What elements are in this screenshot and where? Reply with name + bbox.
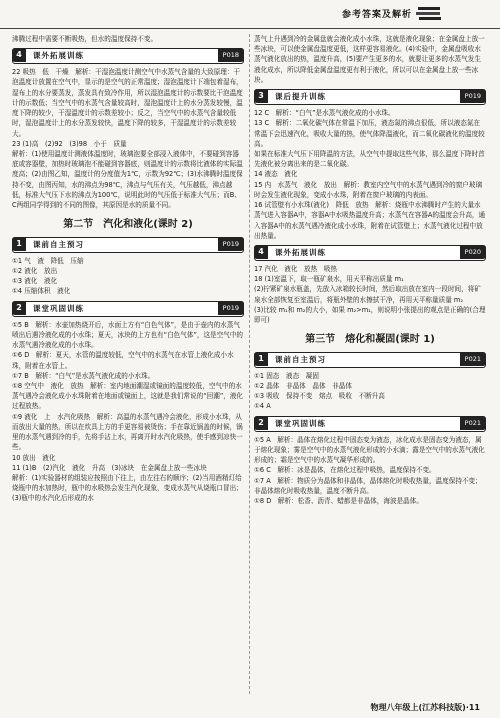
answer-paragraph: ①6 C 解析：冰是晶体，在熔化过程中吸热，温度保持不变。 bbox=[254, 466, 436, 475]
answer-paragraph: ①6 D 解析：夏天，水管的温度较低，空气中的水蒸气在水管上液化成小水珠，附着在水管上。 bbox=[12, 351, 234, 370]
section-number: 1 bbox=[12, 237, 26, 251]
section-bar bbox=[254, 416, 486, 432]
section-page: P019 bbox=[460, 89, 486, 103]
section-bar bbox=[12, 237, 244, 253]
answer-paragraph: ①3 液化 液化 bbox=[12, 277, 58, 286]
answer-paragraph: 17 汽化 液化 放热 吸热 bbox=[254, 264, 338, 273]
section-page: P020 bbox=[460, 245, 486, 259]
answer-paragraph: 18 (1)室温下，取一瓶矿泉水，用天平称出质量 m₁ bbox=[254, 275, 404, 284]
section-number: 2 bbox=[12, 301, 26, 315]
section-bar bbox=[254, 89, 486, 105]
column-divider bbox=[249, 34, 250, 694]
answer-paragraph: 22 吸热 低 干燥 解析：干湿泡温度计测空气中水蒸气含量的大致原理：干泡温度计放置在空气中，显示的是空气的正常温度；湿泡温度计下端包着湿布，湿布上的水分要蒸发，蒸发具有致冷作用，所以湿泡温度计的示数要比干泡温度计的示数低；当空气中的水蒸气含量较高时，湿泡温度计上的水分蒸发较慢，温度下降的较少，干湿温度计的示数差较小；反之，当空气中的水蒸气含量较低时，湿泡温度计上的水分蒸发较快，温度下降的较多，干湿温度计的示数差较大。 bbox=[12, 68, 243, 138]
answer-paragraph: ①3 吸收 保持不变 熔点 吸收 不断升高 bbox=[254, 392, 385, 401]
section-label: 课外拓展训练 bbox=[33, 51, 84, 61]
header-title: 参考答案及解析 bbox=[341, 10, 412, 20]
left-column bbox=[12, 34, 244, 504]
answer-paragraph: 10 放出 液化 bbox=[12, 453, 56, 462]
answer-paragraph: 14 液态 液化 bbox=[254, 170, 298, 179]
section-number: 4 bbox=[254, 245, 268, 259]
answer-paragraph: ①7 B 解析：“白气”是水蒸气液化成的小水珠。 bbox=[12, 371, 155, 380]
answer-paragraph: 15 内 水蒸气 液化 放出 解析：教室内空气中的水蒸气遇到冷的窗户玻璃时会发生液化现象，变成小水珠，附着在窗户玻璃的内表面。 bbox=[254, 180, 483, 199]
section-label: 课堂巩固训练 bbox=[33, 303, 84, 313]
answer-paragraph: ①5 A 解析：晶体在熔化过程中固态变为液态，冰化成水是固态变为液态，属于熔化现象；雾是空气中的水蒸气液化形成的小水滴；露是空气中的水蒸气液化形成的；霜是空气中的水蒸气凝华形成的。 bbox=[254, 435, 485, 465]
section-page: P021 bbox=[460, 416, 486, 430]
answer-paragraph: 蒸气上升遇到冷的金属盘就会液化成小水珠，这就是液化现象；在金属盘上放一些冰块，可以使金属盘温度更低，这样更容易液化。(4)实验中，金属盘吸收水蒸气液化放出的热，温度升高，(5)要产生更多的水，就要让更多的水蒸气发生液化成水，所以降低金属盘温度更有利于液化，所以可以在金属盘上放一些冰块。 bbox=[254, 35, 485, 84]
answer-paragraph: ①4 压缩体积 液化 bbox=[12, 287, 71, 296]
answer-paragraph: 解析：(1)使用温度计测液体温度时，玻璃泡要全部浸入液体中，不要碰到容器底或容器壁，加热时玻璃泡不能碰到容器底，则温度计的示数将比液体的实际温度高；(2)由图乙知，温度计的分度值为1℃，示数为92℃；(3)水沸腾时温度保持不变，由图丙知，水的沸点为98℃，沸点与气压有关，气压越低，沸点越低，标准大气压下水的沸点为100℃，说明此时的气压低于标准大气压；而B、C两组同学得到的不同的图像，其原因是水的质量不同。 bbox=[12, 149, 243, 210]
section-number: 3 bbox=[254, 89, 268, 103]
answer-paragraph: ①1 气 液 降低 压缩 bbox=[12, 256, 84, 265]
answer-paragraph: 沸腾过程中需要不断吸热，但水的温度保持不变。 bbox=[12, 35, 158, 43]
right-column bbox=[254, 34, 486, 506]
answer-paragraph: (2)拧紧矿泉水瓶盖，先放入冰箱较长时间，然后取出放在室内一段时间，将矿泉水全部恢复至室温后，将瓶外壁的水擦拭干净，再用天平称量质量 m₂ bbox=[254, 285, 481, 304]
answer-paragraph: 如果在标准大气压下用降温的方法，从空气中提取这些气体，那么温度下降时首先液化被分离出来的是二氧化碳。 bbox=[254, 149, 485, 169]
answer-paragraph: ①2 晶体 非晶体 晶体 非晶体 bbox=[254, 381, 352, 390]
section-bar bbox=[254, 245, 486, 261]
section-page: P019 bbox=[218, 237, 244, 251]
section-label: 课前自主预习 bbox=[33, 239, 84, 249]
answer-paragraph: 解析：(1)实验器材的组装应按照由下往上，由左往右的顺序；(2)当用酒精灯给烧瓶中的水加热时，瓶中的水吸热会发生汽化现象，变成水蒸气从烧瓶口冒出；(3)瓶中的水汽化后形成的水 bbox=[12, 473, 243, 503]
section-number: 4 bbox=[12, 48, 26, 62]
section-label: 课前自主预习 bbox=[275, 354, 326, 364]
answer-paragraph: ①5 B 解析：水壶加热烧开后，水面上方有“白色气体”，是由于壶内的水蒸气喷出后遇冷液化成的小水珠；夏天，冰块的上方也有“白色气体”，这是空气中的水蒸气遇冷液化成的小水珠。 bbox=[12, 320, 244, 350]
answer-paragraph: ①7 A 解析：物质分为晶体和非晶体，晶体熔化时吸收热量，温度保持不变；非晶体熔化时吸收热量，温度不断升高。 bbox=[254, 476, 482, 495]
answer-paragraph: ①8 D 解析：松香、沥青、蜡都是非晶体，海波是晶体。 bbox=[254, 496, 423, 505]
answer-paragraph: (3)比较 m₁和 m₂的大小，如果 m₂>m₁，则说明小张提出的观点是正确的(合理即可) bbox=[254, 305, 486, 325]
answer-paragraph: 13 C 解析：二氧化碳气体在常温下加压，液态氮的沸点很低，所以液态氮在常温下会迅速汽化，吸收大量的热，使气体降温液化，而二氧化碳液化的温度较高。 bbox=[254, 119, 485, 148]
answer-paragraph: 12 C 解析：“白气”是水蒸气液化成的小水珠。 bbox=[254, 109, 395, 118]
answer-paragraph: 23 (1)高 (2)92 (3)98 小于 质量 bbox=[12, 139, 127, 148]
answer-paragraph: ①8 空气中 液化 放热 解析：室内地面潮湿或镜面的温度较低，空气中的水蒸气遇冷会液化成小水珠附着在地面或镜面上，这就是我们常说的“回潮”，液化过程放热。 bbox=[12, 381, 244, 411]
section-number: 1 bbox=[254, 352, 268, 366]
section-label: 课后提升训练 bbox=[275, 92, 326, 102]
answer-paragraph: ①9 液化 上 水汽化吸热 解析：高温的水蒸气遇冷会液化，形成小水珠，从而放出大量的热，所以在炊具上方的手更容易被烫伤；手在靠近锅盖的时候，锅里的水蒸气遇到冷的手，先将手沾上水，再离开时水汽化吸热，使手感到凉快一些。 bbox=[12, 412, 243, 452]
section-label: 课堂巩固训练 bbox=[275, 418, 326, 428]
answer-paragraph: 16 试管壁有小水珠(液化) 降低 放热 解析：烧瓶中水沸腾时产生的大量水蒸气进入容器A中，容器A中水吸热温度升高；水蒸气在容器A的温度会升高，通入容器A中的水蒸气遇冷液化成小水珠，附着在试管壁上；水蒸气液化过程中放出热量。 bbox=[254, 201, 486, 240]
answer-paragraph: ①4 A bbox=[254, 402, 271, 411]
answer-paragraph: 11 (1)B (2)汽化 液化 升高 (3)冰块 在金属盘上放一些冰块 bbox=[12, 463, 207, 472]
answer-paragraph: ①1 固态 液态 凝固 bbox=[254, 371, 319, 380]
section-number: 2 bbox=[254, 416, 268, 430]
section-page: P019 bbox=[218, 301, 244, 315]
page-header bbox=[0, 0, 500, 29]
section-bar bbox=[12, 48, 244, 64]
section-page: P021 bbox=[460, 352, 486, 366]
section-page: P018 bbox=[218, 48, 244, 62]
lesson-title: 第二节 汽化和液化(课时 2) bbox=[63, 219, 193, 231]
section-bar bbox=[254, 352, 486, 368]
answer-paragraph: ①2 液化 放出 bbox=[12, 267, 58, 275]
section-bar bbox=[12, 301, 244, 317]
page-footer: 物理八年级上(江苏科技版)·11 bbox=[370, 702, 480, 712]
lesson-title: 第三节 熔化和凝固(课时 1) bbox=[305, 334, 435, 346]
book-stack-icon bbox=[416, 5, 442, 23]
section-label: 课外拓展训练 bbox=[275, 247, 326, 257]
